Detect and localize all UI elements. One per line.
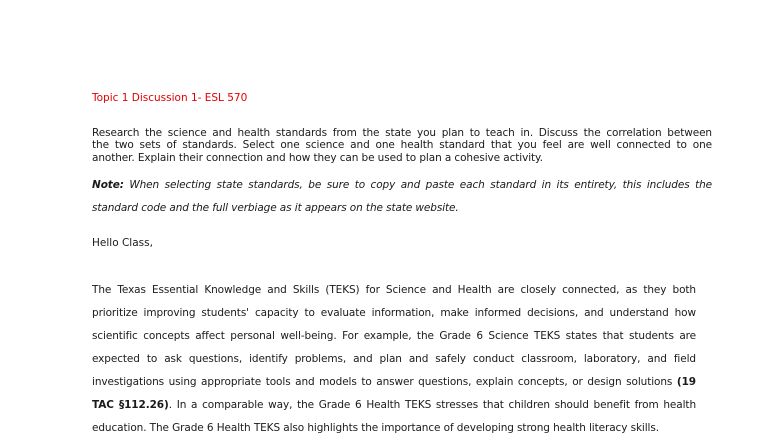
body-line — [92, 394, 696, 417]
note-line: standard code and the full verbiage as it appears on the state website. — [92, 202, 459, 214]
greeting: Hello Class, — [92, 237, 153, 249]
body-line-text: investigations using appropriate tools and models to answer questions, explain concepts, or design solutions — [92, 376, 673, 388]
response-body — [92, 279, 696, 440]
citation-end: TAC §112.26) — [92, 399, 169, 411]
citation-start: (19 — [676, 376, 696, 388]
prompt-line: another. Explain their connection and how they can be used to plan a cohesive activity. — [92, 151, 543, 164]
note-line — [92, 174, 712, 197]
body-line-text: . In a comparable way, the Grade 6 Health TEKS stresses that children should benefit from health — [168, 399, 697, 411]
prompt-line: the two sets of standards. Select one science and one health standard that you feel are well connected to one — [92, 139, 712, 152]
assignment-prompt — [92, 127, 712, 164]
note-label: Note: — [92, 179, 124, 191]
body-line: scientific concepts affect personal well-being. For example, the Grade 6 Science TEKS states that students are — [92, 330, 696, 342]
body-line: expected to ask questions, identify problems, and plan and safely conduct classroom, laboratory, and field — [92, 353, 696, 365]
body-line: education. The Grade 6 Health TEKS also highlights the importance of developing strong health literacy skills. — [92, 422, 659, 434]
body-line: The Texas Essential Knowledge and Skills (TEKS) for Science and Health are closely connected, as they both — [92, 284, 696, 296]
assignment-note — [92, 174, 712, 220]
body-line — [92, 371, 696, 394]
document-title: Topic 1 Discussion 1- ESL 570 — [92, 92, 248, 104]
note-text: When selecting state standards, be sure to copy and paste each standard in its entirety, this includes the — [123, 179, 712, 191]
body-line: prioritize improving students' capacity to evaluate information, make informed decisions, and understand how — [92, 307, 696, 319]
prompt-line: Research the science and health standards from the state you plan to teach in. Discuss the correlation between — [92, 127, 712, 139]
